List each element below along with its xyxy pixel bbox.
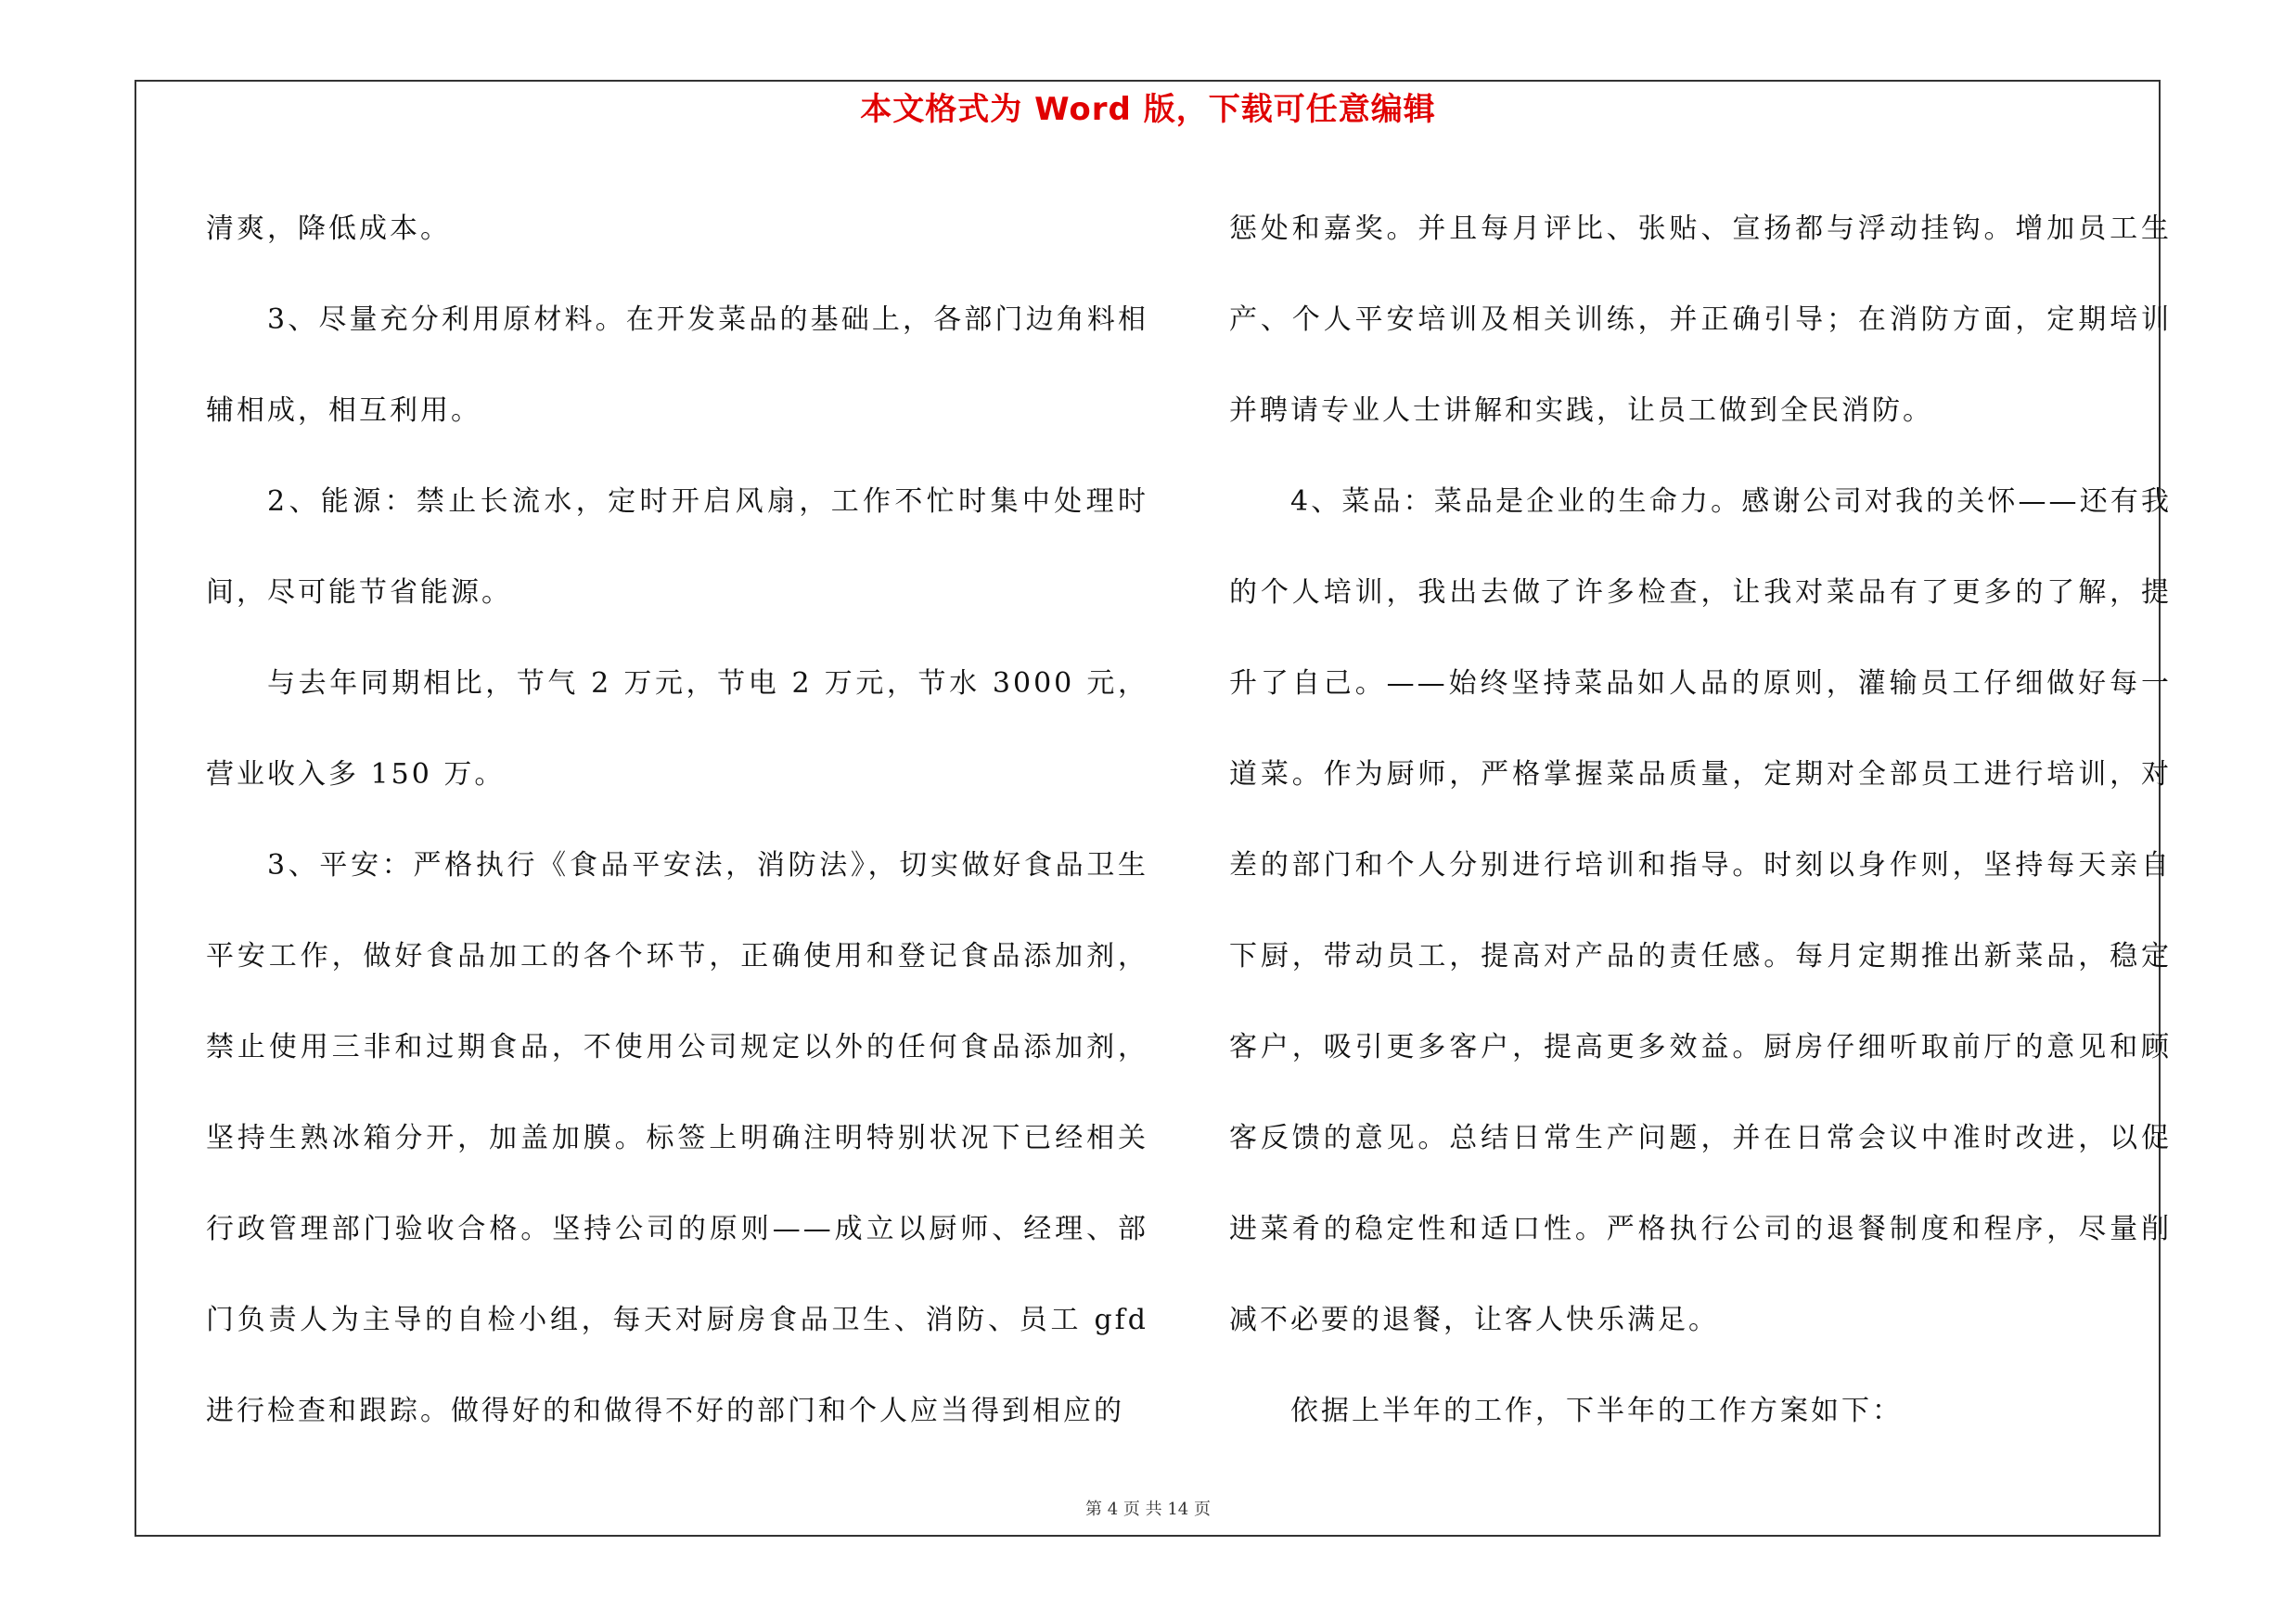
page-number: 第 4 页 共 14 页 xyxy=(1085,1500,1211,1519)
paragraph: 2、能源：禁止长流水，定时开启风扇，工作不忙时集中处理时间，尽可能节省能源。 xyxy=(206,485,1148,609)
word-format-banner: 本文格式为 Word 版，下载可任意编辑 xyxy=(860,91,1436,128)
left-column xyxy=(206,184,1148,1457)
paragraph: 3、尽量充分利用原材料。在开发菜品的基础上，各部门边角料相辅相成，相互利用。 xyxy=(206,303,1148,427)
paragraph: 清爽，降低成本。 xyxy=(206,213,451,245)
paragraph: 3、平安：严格执行《食品平安法，消防法》，切实做好食品卫生平安工作，做好食品加工的各个环节，正确使用和登记食品添加剂，禁止使用三非和过期食品，不使用公司规定以外的任何食品添加剂，坚持生熟冰箱分开，加盖加膜。标签上明确注明特别状况下已经相关行政管理部门验收合格。坚持公司的原则——成立以厨师、经理、部门负责人为主导的自检小组，每天对厨房食品卫生、消防、员工 gfd 进行检查和跟踪。做得好的和做得不好的部门和个人应当得到相应的 xyxy=(206,849,1148,1427)
right-column xyxy=(1229,184,2172,1457)
paragraph: 惩处和嘉奖。并且每月评比、张贴、宣扬都与浮动挂钩。增加员工生产、个人平安培训及相关训练，并正确引导；在消防方面，定期培训并聘请专业人士讲解和实践，让员工做到全民消防。 xyxy=(1229,213,2172,427)
paragraph: 4、菜品：菜品是企业的生命力。感谢公司对我的关怀——还有我的个人培训，我出去做了许多检查，让我对菜品有了更多的了解，提升了自己。——始终坚持菜品如人品的原则，灌输员工仔细做好每一道菜。作为厨师，严格掌握菜品质量，定期对全部员工进行培训，对差的部门和个人分别进行培训和指导。时刻以身作则，坚持每天亲自下厨，带动员工，提高对产品的责任感。每月定期推出新菜品，稳定客户，吸引更多客户，提高更多效益。厨房仔细听取前厅的意见和顾客反馈的意见。总结日常生产问题，并在日常会议中准时改进，以促进菜肴的稳定性和适口性。严格执行公司的退餐制度和程序，尽量削减不必要的退餐，让客人快乐满足。 xyxy=(1229,485,2172,1336)
paragraph: 与去年同期相比，节气 2 万元，节电 2 万元，节水 3000 元，营业收入多 150 万。 xyxy=(206,667,1148,791)
paragraph: 依据上半年的工作，下半年的工作方案如下： xyxy=(1290,1395,1903,1427)
